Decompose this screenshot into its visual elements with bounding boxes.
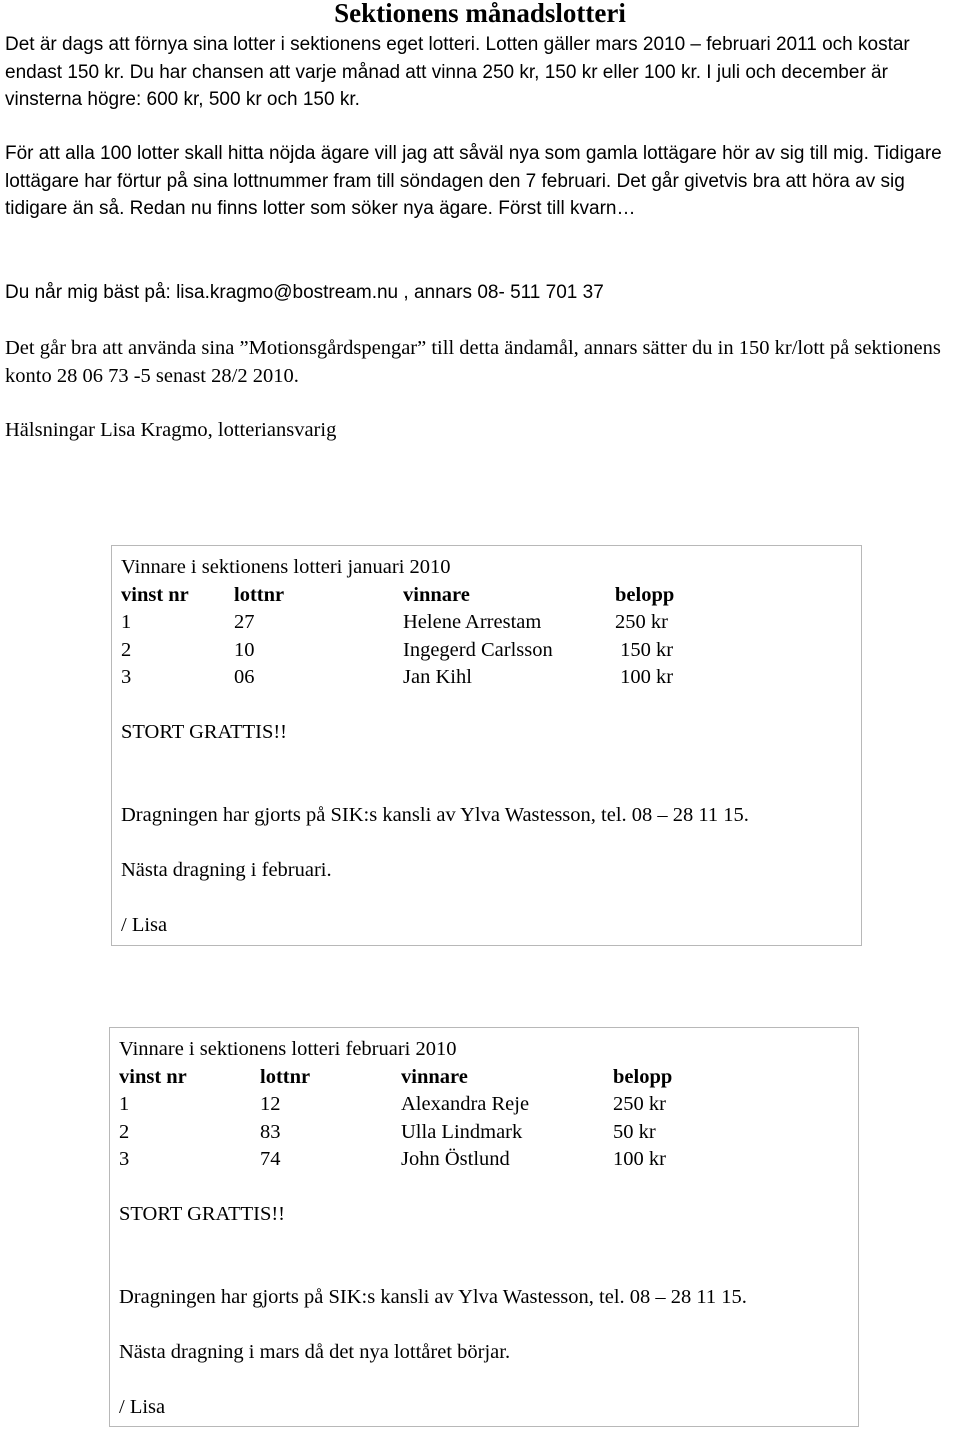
- ticket-number: 83: [260, 1120, 281, 1143]
- winner-name: Helene Arrestam: [403, 611, 542, 633]
- ticket-number: 06: [234, 666, 255, 688]
- column-lottnr: lottnr: [260, 1065, 311, 1088]
- drawing-info: Dragningen har gjorts på SIK:s kansli av Ylva Wastesson, tel. 08 – 28 11 15.: [121, 803, 749, 826]
- congrats-text: STORT GRATTIS!!: [121, 721, 288, 743]
- next-drawing: Nästa dragning i mars då det nya lottåret börjar.: [119, 1340, 511, 1363]
- signature: / Lisa: [121, 913, 168, 936]
- prize-number: 3: [119, 1148, 130, 1170]
- prize-number: 2: [119, 1120, 130, 1143]
- february-winners-box: [109, 1027, 859, 1427]
- prize-amount: 50 kr: [613, 1120, 656, 1143]
- prize-number: 2: [121, 638, 132, 661]
- column-vinst-nr: vinst nr: [119, 1065, 187, 1088]
- column-belopp: belopp: [613, 1065, 673, 1088]
- january-table-header: [121, 582, 855, 610]
- page-title: Sektionens månadslotteri: [334, 0, 626, 28]
- drawing-info: Dragningen har gjorts på SIK:s kansli av Ylva Wastesson, tel. 08 – 28 11 15.: [119, 1285, 747, 1308]
- prize-amount: 100 kr: [613, 1148, 666, 1170]
- column-vinst-nr: vinst nr: [121, 583, 189, 606]
- table-row: [121, 609, 855, 637]
- contact-paragraph: Du når mig bäst på: lisa.kragmo@bostream.nu , annars 08- 511 701 37: [5, 282, 604, 303]
- table-row: [119, 1119, 852, 1147]
- signature: / Lisa: [119, 1395, 166, 1418]
- winner-name: Ulla Lindmark: [401, 1120, 523, 1143]
- next-drawing: Nästa dragning i februari.: [121, 858, 332, 881]
- payment-paragraph: Det går bra att använda sina ”Motionsgårdspengar” till detta ändamål, annars sätter du in 150 kr/lott på sektionens konto 28 06 73 -5 senast 28/2 2010.: [5, 337, 941, 387]
- winner-name: Jan Kihl: [403, 666, 472, 688]
- january-winners-box: [111, 545, 862, 946]
- winner-name: John Östlund: [401, 1148, 510, 1170]
- january-heading: Vinnare i sektionens lotteri januari 2010: [121, 556, 451, 578]
- prize-number: 1: [121, 611, 132, 633]
- ticket-number: 27: [234, 611, 255, 633]
- column-belopp: belopp: [615, 583, 675, 606]
- ticket-number: 12: [260, 1093, 281, 1115]
- greeting-line: Hälsningar Lisa Kragmo, lotteriansvarig: [5, 419, 337, 441]
- winner-name: Ingegerd Carlsson: [403, 638, 553, 661]
- prize-number: 1: [119, 1093, 130, 1115]
- column-vinnare: vinnare: [401, 1065, 468, 1088]
- prize-amount: 100 kr: [615, 666, 674, 688]
- ticket-number: 10: [234, 638, 255, 661]
- intro-paragraph: Det är dags att förnya sina lotter i sektionens eget lotteri. Lotten gäller mars 2010 – februari 2011 och kostar endast 150 kr. Du har chansen att varje månad att vinna 250 kr, 150 kr eller 100 kr. I juli och december är vinsterna högre: 600 kr, 500 kr och 150 kr.: [5, 34, 910, 110]
- ticket-number: 74: [260, 1148, 281, 1170]
- table-row: [121, 637, 855, 665]
- prize-amount: 250 kr: [615, 611, 668, 633]
- prize-amount: 150 kr: [615, 638, 674, 661]
- table-row: [119, 1146, 852, 1174]
- table-row: [121, 664, 855, 692]
- winner-name: Alexandra Reje: [401, 1093, 530, 1115]
- owners-paragraph: För att alla 100 lotter skall hitta nöjda ägare vill jag att såväl nya som gamla lottägare hör av sig till mig. Tidigare lottägare har förtur på sina lottnummer fram till söndagen den 7 februari. Det går givetvis bra att höra av sig tidigare än så. Redan nu finns lotter som söker nya ägare. Först till kvarn…: [5, 143, 942, 219]
- congrats-text: STORT GRATTIS!!: [119, 1203, 286, 1225]
- prize-amount: 250 kr: [613, 1093, 666, 1115]
- february-table-header: [119, 1064, 852, 1092]
- table-row: [119, 1091, 852, 1119]
- column-vinnare: vinnare: [403, 583, 470, 606]
- february-heading: Vinnare i sektionens lotteri februari 2010: [119, 1038, 457, 1060]
- column-lottnr: lottnr: [234, 583, 285, 606]
- prize-number: 3: [121, 666, 132, 688]
